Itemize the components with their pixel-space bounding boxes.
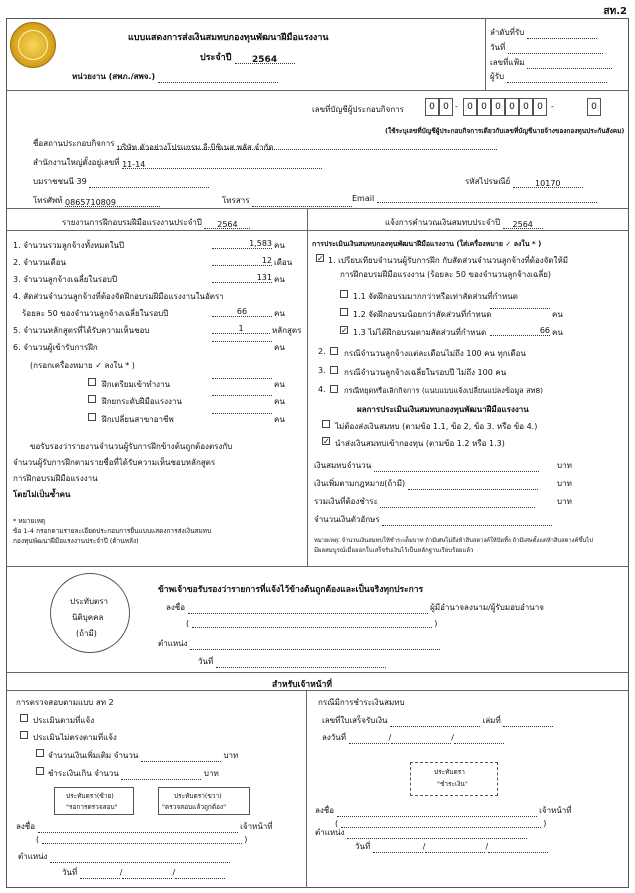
stamp-left-text-2: "รอการตรวจสอบ" [66,803,118,811]
officer-sign-row: ลงชื่อ เจ้าหน้าที่ [16,822,273,831]
r1-checkbox[interactable] [322,420,330,428]
right-note-2: มีผลสมบูรณ์เมื่อออกใบเสร็จรับเงินไว้เป็นหลักฐานเรียบร้อยแล้ว [314,547,474,554]
file-no-field[interactable]: เลขที่แฟ้ม [490,56,612,69]
seal-text-3: (ถ้ามี) [76,629,97,638]
amount-words-row: จำนวนเงินตัวอักษร [314,513,552,526]
training-upgrade-value[interactable] [212,395,272,396]
account-label: เลขที่บัญชีผู้ประกอบกิจการ [312,105,404,114]
q4-number: 4. [318,385,326,394]
training-upgrade-checkbox[interactable] [88,395,96,403]
item-3-value[interactable]: 131 [212,273,272,283]
certify-line-2: จำนวนผู้รับการฝึกตามรายชื่อที่ได้รับความเห็นชอบหลักสูตร [13,458,216,467]
q13-value[interactable]: 66 [490,326,550,336]
receipt-row: เลขที่ใบเสร็จรับเงิน เล่มที่ [322,714,553,727]
eval-heading: การประเมินเงินสมทบกองทุนพัฒนาฝีมือแรงงาน (ใส่เครื่องหมาย ✓ ลงใน * ) [312,240,542,248]
remark-line-1: ข้อ 1-4 กรอกตามรายละเอียดประกอบการยื่นแบบแสดงการส่งเงินสมทบ [13,527,212,535]
q4-checkbox[interactable] [330,385,338,393]
officer-position-row: ตำแหน่ง [18,850,230,863]
amount-row-2: เงินเพิ่มตามกฎหมาย(ถ้ามี) [314,477,538,490]
q13-checkbox[interactable]: ✓ [341,326,348,335]
date-row: วันที่ [198,655,386,668]
check-title: การตรวจสอบตามแบบ สท 2 [16,698,114,707]
form-title: แบบแสดงการส่งเงินสมทบกองทุนพัฒนาฝีมือแรงงาน [128,33,329,43]
account-note: (ใช้ระบุเลขที่บัญชีผู้ประกอบกิจการเดียวกับเลขที่บัญชีนายจ้างของกองทุนประกันสังคม) [385,127,625,135]
result-heading: ผลการประเมินเงินสมทบกองทุนพัฒนาฝีมือแรงงาน [357,405,529,414]
road-row: บมราชชนนี 39 [33,175,209,188]
item-5-value[interactable]: 1 [212,324,270,334]
training-prep-checkbox[interactable] [88,378,96,386]
left-panel-heading: รายงานการฝึกอบรมฝีมือแรงงานประจำปี 2564 [62,216,250,229]
q2-checkbox[interactable] [330,347,338,355]
pay-sign-row: ลงชื่อ เจ้าหน้าที่ [315,806,572,815]
q3-number: 3. [318,366,326,375]
item-5: 5. จำนวนหลักสูตรที่ได้รับความเห็นชอบ [13,326,150,335]
training-prep-value[interactable] [212,378,272,379]
officer-date-row: วันที่ / / [62,866,225,879]
stamp-left-text-1: ประทับตรา(ซ้าย) [66,792,114,800]
payment-stamp-text-2: "ชำระเงิน" [437,780,468,788]
officer-heading: สำหรับเจ้าหน้าที่ [272,680,332,690]
receive-date-field[interactable]: วันที่ [490,41,603,54]
training-change-value[interactable] [212,413,272,414]
sign-name-row: ( ) [186,619,438,628]
training-note: (กรอกเครื่องหมาย ✓ ลงใน * ) [30,361,135,370]
pay-title: กรณีมีการชำระเงินสมทบ [318,698,405,707]
certify-heading: ข้าพเจ้าขอรับรองว่ารายการที่แจ้งไว้ข้างต้นถูกต้องและเป็นจริงทุกประการ [158,585,424,595]
check-3-box[interactable] [36,749,44,757]
office-row: สำนักงานใหญ่ตั้งอยู่เลขที่ 11-14 [33,156,322,169]
item-2-value[interactable]: 12 [212,256,272,266]
check-4-box[interactable] [36,767,44,775]
q12-value[interactable] [490,308,550,309]
certify-line-1: ขอรับรองว่ารายงานจำนวนผู้รับการฝึกข้างต้นถูกต้องตรงกับ [30,442,233,451]
right-note-1: หมายเหตุ: จำนวนเงินสมทบให้ชำระเต็มบาท ถ้ามีเศษไม่ถึงห้าสิบสตางค์ให้ปัดทิ้ง ถ้ามีเศษตั้งแต่ห้าสิบสตางค์ขึ้นไป [314,538,593,544]
certify-line-3: การฝึกอบรมฝีมือแรงงาน [13,474,98,483]
fax-row: โทรสาร [222,194,352,207]
item-6: 6. จำนวนผู้เข้ารับการฝึก [13,343,98,352]
remark-line-2: กองทุนพัฒนาฝีมือแรงงานประจำปี (ด้านหลัง) [13,537,139,545]
agency-label: หน่วยงาน (สพภ./สพจ.) [72,70,278,83]
item-1-value[interactable]: 1,583 [212,239,272,249]
pay-date-row: วันที่ / / [355,840,548,853]
item-2: 2. จำนวนเดือน [13,258,66,267]
form-year-line: ประจำปี 2564 [200,50,295,64]
amount-row-3: รวมเงินที่ต้องชำระ [314,495,535,508]
certify-bold: โดยไม่เป็นซ้ำคน [13,490,71,499]
check-1-box[interactable] [20,714,28,722]
item-1: 1. จำนวนรวมลูกจ้างทั้งหมดในปี [13,241,125,250]
officer-name-row: ( ) [36,835,248,844]
overpay-row: ชำระเงินเกิน จำนวน บาท [48,769,219,778]
training-change-checkbox[interactable] [88,413,96,421]
receipt-date-row: ลงวันที่ / / [322,731,504,744]
remark-label: * หมายเหตุ [13,517,46,525]
r2-checkbox[interactable]: ✓ [323,437,330,446]
receive-no-field[interactable]: ลำดับที่รับ [490,26,597,39]
right-panel-heading: แจ้งการคำนวณเงินสมทบประจำปี 2564 [385,216,543,229]
item-3: 3. จำนวนลูกจ้างเฉลี่ยในรอบปี [13,275,118,284]
form-code: สท.2 [603,6,627,17]
seal-text-1: ประทับตรา [70,597,109,606]
q2-number: 2. [318,347,326,356]
sign-row: ลงชื่อ ผู้มีอำนาจลงนาม/ผู้รับมอบอำนาจ [166,603,544,612]
q12-checkbox[interactable] [340,308,348,316]
email-row: Email [352,194,597,203]
q1-checkbox[interactable]: ✓ [317,254,324,263]
amount-row-1: เงินสมทบจำนวน [314,459,539,472]
pay-name-row: ( ) [335,819,547,828]
q11-checkbox[interactable] [340,290,348,298]
emblem-inner [18,30,48,60]
phone-row: โทรศัพท์ 0865710809 [33,194,160,207]
company-name-row: ชื่อสถานประกอบกิจการ บริษัท ตัวอย่างโปรแกรม อี-บิซิเนส พลัส จำกัด [33,137,497,150]
q3-checkbox[interactable] [330,366,338,374]
stamp-right-text-2: "ตรวจสอบแล้วถูกต้อง" [162,803,227,811]
item-6-value[interactable] [212,341,272,342]
receiver-field[interactable]: ผู้รับ [490,70,607,83]
payment-stamp-text-1: ประทับตรา [434,768,465,776]
extra-amount-row: จำนวนเงินเพิ่มเติม จำนวน บาท [48,751,239,760]
pay-position-row: ตำแหน่ง [315,826,527,839]
stamp-right-text-1: ประทับตรา(ขวา) [174,792,222,800]
position-row: ตำแหน่ง [158,637,440,650]
item-4: 4. สัดส่วนจำนวนลูกจ้างที่ต้องจัดฝึกอบรมฝีมือแรงงานในอัตรา [13,292,224,301]
seal-text-2: นิติบุคคล [72,613,104,622]
postcode-row: รหัสไปรษณีย์ 10170 [465,175,583,188]
check-2-box[interactable] [20,731,28,739]
company-name-value: บริษัท ตัวอย่างโปรแกรม อี-บิซิเนส พลัส จำกัด [117,141,497,150]
item-4-value[interactable]: 66 [212,307,272,317]
